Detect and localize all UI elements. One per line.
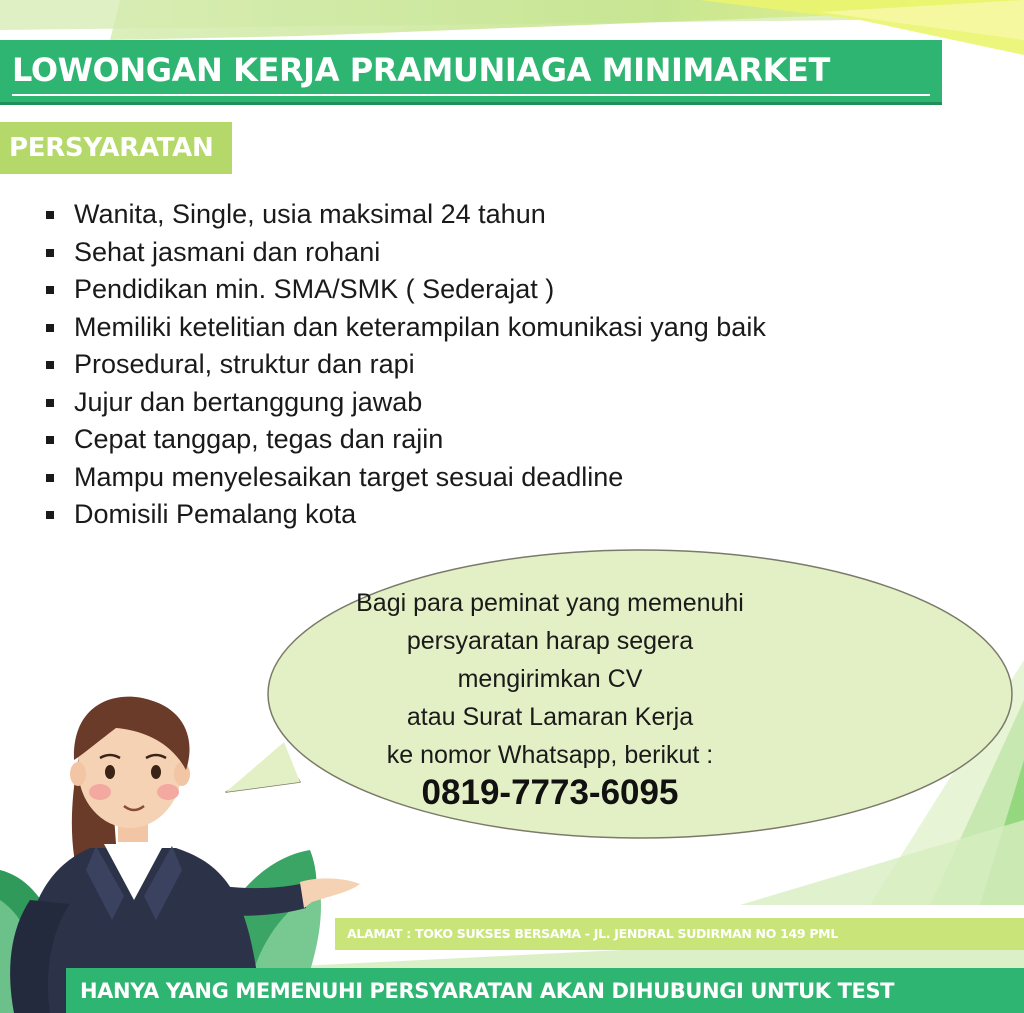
bullet-icon xyxy=(46,249,54,257)
bubble-line: atau Surat Lamaran Kerja xyxy=(406,703,694,731)
requirement-text: Domisili Pemalang kota xyxy=(74,499,357,529)
bubble-line: ke nomor Whatsapp, berikut : xyxy=(386,741,714,769)
bullet-icon xyxy=(46,286,54,294)
bullet-icon xyxy=(46,436,54,444)
page-title: LOWONGAN KERJA PRAMUNIAGA MINIMARKET xyxy=(12,51,830,89)
bullet-icon xyxy=(46,324,54,332)
requirement-text: Cepat tanggap, tegas dan rajin xyxy=(74,424,444,454)
requirement-text: Mampu menyelesaikan target sesuai deadline xyxy=(74,461,624,492)
list-item xyxy=(40,234,766,272)
list-item xyxy=(40,196,766,234)
list-item xyxy=(40,421,766,459)
bubble-line: Bagi para peminat yang memenuhi xyxy=(356,589,744,617)
section-label: PERSYARATAN xyxy=(9,133,214,163)
list-item xyxy=(40,346,766,384)
title-underline xyxy=(12,94,930,96)
list-item xyxy=(40,309,766,347)
requirement-text: Pendidikan min. SMA/SMK ( Sederajat ) xyxy=(74,274,555,304)
list-item xyxy=(40,496,766,534)
bullet-icon xyxy=(46,211,54,219)
list-item xyxy=(40,459,766,497)
list-item xyxy=(40,384,766,422)
bullet-icon xyxy=(46,399,54,407)
bubble-line: mengirimkan CV xyxy=(457,665,643,693)
bullet-icon xyxy=(46,361,54,369)
bullet-icon xyxy=(46,511,54,519)
whatsapp-number: 0819-7773-6095 xyxy=(421,773,679,812)
requirement-text: Prosedural, struktur dan rapi xyxy=(74,349,415,379)
footer-note: HANYA YANG MEMENUHI PERSYARATAN AKAN DIHUBUNGI UNTUK TEST xyxy=(80,979,895,1003)
requirement-text: Memiliki ketelitian dan keterampilan komunikasi yang baik xyxy=(74,311,766,342)
requirement-text: Sehat jasmani dan rohani xyxy=(74,236,381,267)
bubble-line: persyaratan harap segera xyxy=(406,627,694,655)
list-item xyxy=(40,271,766,309)
bubble-message xyxy=(340,584,760,774)
requirements-list xyxy=(40,196,766,534)
requirement-text: Jujur dan bertanggung jawab xyxy=(74,386,423,417)
address-text: ALAMAT : TOKO SUKSES BERSAMA - JL. JENDRAL SUDIRMAN NO 149 PML xyxy=(347,926,838,941)
bullet-icon xyxy=(46,474,54,482)
requirement-text: Wanita, Single, usia maksimal 24 tahun xyxy=(74,199,546,229)
